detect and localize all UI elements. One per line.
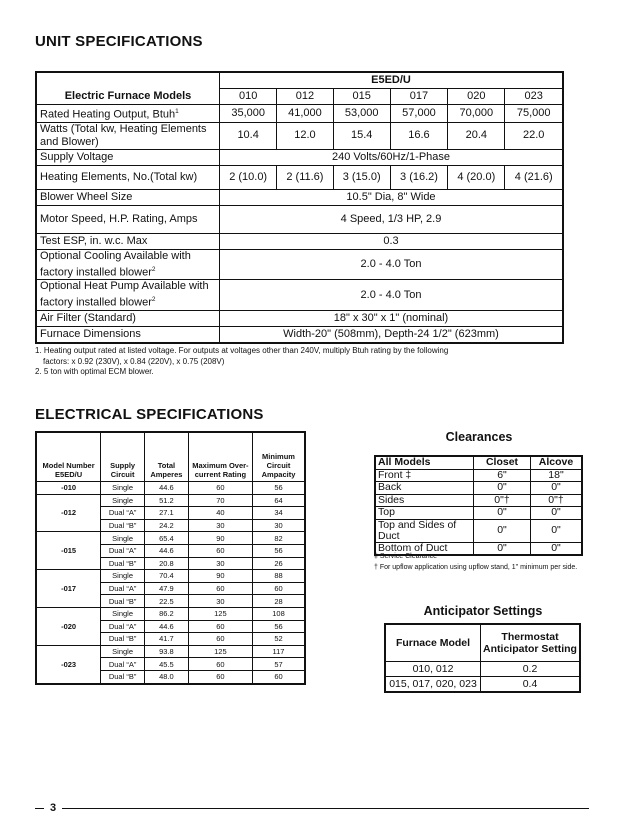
- clearance-cell: 0": [531, 482, 583, 495]
- elec-cell: 41.7: [145, 633, 189, 646]
- elec-cell: 56: [253, 544, 306, 557]
- clearance-row: [375, 507, 582, 520]
- clearance-cell: Back: [375, 482, 474, 495]
- elec-cell: 34: [253, 507, 306, 520]
- unit-notes: [35, 346, 595, 378]
- elec-header-1: Supply Circuit: [101, 432, 145, 482]
- clearance-cell: 6": [474, 469, 531, 482]
- clearance-cell: 0": [474, 507, 531, 520]
- spec-value: 2.0 - 4.0 Ton: [220, 280, 564, 311]
- footer-rule: [35, 808, 589, 809]
- spec-value: 70,000: [448, 105, 505, 123]
- elec-cell: Dual “A”: [101, 507, 145, 520]
- elec-cell: 52: [253, 633, 306, 646]
- elec-cell: 44.6: [145, 544, 189, 557]
- spec-label: [36, 249, 220, 280]
- spec-label-text: Test ESP, in. w.c. Max: [40, 234, 148, 247]
- elec-cell: 90: [188, 532, 252, 545]
- model-col-010: 010: [220, 89, 277, 105]
- model-label: Electric Furnace Models: [36, 89, 220, 105]
- elec-cell: Dual “A”: [101, 582, 145, 595]
- spec-value: 15.4: [333, 122, 390, 149]
- spec-label-text: Optional Cooling Available with factory installed blower: [40, 249, 191, 279]
- elec-cell: 30: [188, 519, 252, 532]
- elec-cell: 60: [188, 582, 252, 595]
- spec-row: [36, 165, 563, 189]
- elec-model: -017: [36, 570, 101, 608]
- elec-cell: 56: [253, 620, 306, 633]
- elec-cell: Dual “B”: [101, 557, 145, 570]
- spec-row: [36, 310, 563, 326]
- clearances-table: [374, 455, 583, 556]
- group-header: E5ED/U: [220, 72, 564, 89]
- elec-cell: 125: [188, 607, 252, 620]
- elec-cell: 90: [188, 570, 252, 583]
- elec-cell: Single: [101, 607, 145, 620]
- clearance-cell: 0": [474, 482, 531, 495]
- clear-note-1: ‡ Service Clearance: [374, 553, 438, 560]
- elec-cell: 60: [188, 633, 252, 646]
- elec-cell: 44.6: [145, 620, 189, 633]
- spec-value: 12.0: [277, 122, 333, 149]
- spec-value: 35,000: [220, 105, 277, 123]
- model-col-015: 015: [333, 89, 390, 105]
- clear-header-closet: Closet: [474, 456, 531, 469]
- elec-cell: 26: [253, 557, 306, 570]
- spec-label: [36, 122, 220, 149]
- spec-label: [36, 280, 220, 311]
- elec-cell: Dual “A”: [101, 544, 145, 557]
- elec-cell: 60: [188, 658, 252, 671]
- elec-cell: 28: [253, 595, 306, 608]
- elec-cell: Single: [101, 532, 145, 545]
- clearance-cell: 0": [474, 519, 531, 542]
- spec-row: [36, 205, 563, 233]
- spec-value: Width-20" (508mm), Depth-24 1/2" (623mm): [220, 326, 564, 343]
- elec-cell: 20.8: [145, 557, 189, 570]
- anticipator-row: [385, 677, 580, 693]
- clearance-cell: 0": [531, 507, 583, 520]
- elec-cell: Dual “B”: [101, 595, 145, 608]
- elec-cell: Dual “A”: [101, 620, 145, 633]
- model-col-017: 017: [390, 89, 447, 105]
- spec-value: 18" x 30" x 1" (nominal): [220, 310, 564, 326]
- elec-cell: 40: [188, 507, 252, 520]
- page-number: 3: [44, 802, 62, 814]
- elec-cell: Single: [101, 482, 145, 495]
- elec-cell: Dual “B”: [101, 670, 145, 683]
- elec-cell: 70: [188, 494, 252, 507]
- note-2: 2. 5 ton with optimal ECM blower.: [35, 367, 154, 376]
- antic-header-setting: Thermostat Anticipator Setting: [481, 624, 581, 662]
- spec-value: 3 (16.2): [390, 165, 447, 189]
- elec-cell: 57: [253, 658, 306, 671]
- elec-cell: 60: [188, 544, 252, 557]
- spec-value: 75,000: [505, 105, 563, 123]
- clearance-cell: 0": [531, 519, 583, 542]
- elec-cell: 82: [253, 532, 306, 545]
- elec-cell: Dual “B”: [101, 633, 145, 646]
- elec-cell: 22.5: [145, 595, 189, 608]
- anticipator-title: Anticipator Settings: [423, 604, 543, 618]
- spec-value: 2.0 - 4.0 Ton: [220, 249, 564, 280]
- clearances-title: Clearances: [445, 430, 513, 444]
- antic-header-model: Furnace Model: [385, 624, 481, 662]
- spec-label: [36, 105, 220, 123]
- spec-value: 0.3: [220, 233, 564, 249]
- unit-specs-table: [35, 71, 564, 344]
- elec-cell: 24.2: [145, 519, 189, 532]
- model-col-020: 020: [448, 89, 505, 105]
- spec-row: [36, 326, 563, 343]
- model-col-012: 012: [277, 89, 333, 105]
- spec-label-text: Optional Heat Pump Available with factory installed blower: [40, 280, 209, 309]
- spec-value: 4 (20.0): [448, 165, 505, 189]
- elec-row: [36, 494, 305, 507]
- clear-header-alcove: Alcove: [531, 456, 583, 469]
- elec-cell: 30: [188, 595, 252, 608]
- clearance-cell: 0"†: [474, 494, 531, 507]
- elec-cell: 45.5: [145, 658, 189, 671]
- elec-cell: 51.2: [145, 494, 189, 507]
- spec-label-text: Motor Speed, H.P. Rating, Amps: [40, 212, 198, 225]
- spec-value: 20.4: [448, 122, 505, 149]
- spec-label: [36, 189, 220, 205]
- clearance-cell: 18": [531, 469, 583, 482]
- elec-cell: 44.6: [145, 482, 189, 495]
- spec-label: [36, 233, 220, 249]
- elec-header-2: Total Amperes: [145, 432, 189, 482]
- spec-label-text: Supply Voltage: [40, 150, 114, 163]
- elec-cell: 108: [253, 607, 306, 620]
- clearance-cell: Front ‡: [375, 469, 474, 482]
- elec-cell: Single: [101, 494, 145, 507]
- spec-row: [36, 122, 563, 149]
- elec-cell: Dual “B”: [101, 519, 145, 532]
- spec-label: [36, 165, 220, 189]
- elec-cell: 30: [253, 519, 306, 532]
- elec-cell: 60: [188, 620, 252, 633]
- spec-value: 2 (11.6): [277, 165, 333, 189]
- note-1: 1. Heating output rated at listed voltage. For outputs at voltages other than 240V, multiply Btuh rating by the following: [35, 346, 449, 355]
- elec-cell: 64: [253, 494, 306, 507]
- elec-cell: 27.1: [145, 507, 189, 520]
- elec-model: -015: [36, 532, 101, 570]
- elec-cell: 60: [188, 670, 252, 683]
- spec-value: 41,000: [277, 105, 333, 123]
- anticipator-cell: 015, 017, 020, 023: [385, 677, 481, 693]
- anticipator-cell: 010, 012: [385, 662, 481, 677]
- spec-value: 57,000: [390, 105, 447, 123]
- elec-model: -020: [36, 607, 101, 645]
- elec-cell: 93.8: [145, 645, 189, 658]
- elec-header-3: Maximum Over-current Rating: [188, 432, 252, 482]
- elec-cell: 65.4: [145, 532, 189, 545]
- clearance-cell: Top: [375, 507, 474, 520]
- spec-label-text: Watts (Total kw, Heating Elements and Blower): [40, 122, 207, 148]
- spec-label-text: Air Filter (Standard): [40, 311, 136, 324]
- elec-row: [36, 570, 305, 583]
- elec-model: -012: [36, 494, 101, 532]
- elec-cell: 117: [253, 645, 306, 658]
- elec-cell: 125: [188, 645, 252, 658]
- spec-label: [36, 326, 220, 343]
- elec-cell: 56: [253, 482, 306, 495]
- footnote-ref: 2: [151, 296, 156, 304]
- spec-value: 10.4: [220, 122, 277, 149]
- elec-header-4: Minimum Circuit Ampacity: [253, 432, 306, 482]
- clearance-cell: Sides: [375, 494, 474, 507]
- clearance-row: [375, 519, 582, 542]
- footnote-ref: 2: [151, 265, 156, 273]
- anticipator-cell: 0.2: [481, 662, 581, 677]
- footnote-ref: 1: [175, 108, 179, 115]
- spec-row: [36, 189, 563, 205]
- spec-row: [36, 249, 563, 280]
- spec-label-text: Blower Wheel Size: [40, 190, 133, 203]
- elec-cell: 60: [253, 582, 306, 595]
- elec-cell: 60: [253, 670, 306, 683]
- elec-row: [36, 607, 305, 620]
- spec-label-text: Rated Heating Output, Btuh: [40, 108, 176, 121]
- spec-label-text: Furnace Dimensions: [40, 327, 141, 340]
- spec-label: [36, 205, 220, 233]
- note-1-cont: factors: x 0.92 (230V), x 0.84 (220V), x 0.75 (208V): [43, 356, 225, 366]
- elec-cell: 47.9: [145, 582, 189, 595]
- elec-cell: 70.4: [145, 570, 189, 583]
- spec-row: [36, 105, 563, 123]
- elec-cell: Single: [101, 645, 145, 658]
- clear-note-2: † For upflow application using upflow stand, 1" minimum per side.: [374, 564, 578, 571]
- spec-label-text: Heating Elements, No.(Total kw): [40, 170, 198, 183]
- elec-cell: 60: [188, 482, 252, 495]
- spec-value: 4 (21.6): [505, 165, 563, 189]
- elec-model: -023: [36, 645, 101, 683]
- spec-label: [36, 310, 220, 326]
- anticipator-row: [385, 662, 580, 677]
- elec-model: -010: [36, 482, 101, 495]
- clearance-row: [375, 469, 582, 482]
- spec-value: 4 Speed, 1/3 HP, 2.9: [220, 205, 564, 233]
- spec-value: 53,000: [333, 105, 390, 123]
- spec-label: [36, 149, 220, 165]
- spec-value: 240 Volts/60Hz/1-Phase: [220, 149, 564, 165]
- elec-header-0: Model Number E5ED/U: [36, 432, 101, 482]
- clearance-cell: Bottom of Duct: [375, 542, 474, 555]
- electrical-specs-title: ELECTRICAL SPECIFICATIONS: [35, 406, 264, 423]
- spec-value: 2 (10.0): [220, 165, 277, 189]
- spec-row: [36, 149, 563, 165]
- elec-row: [36, 532, 305, 545]
- electrical-table: [35, 431, 306, 685]
- elec-row: [36, 482, 305, 495]
- elec-cell: Single: [101, 570, 145, 583]
- elec-cell: 86.2: [145, 607, 189, 620]
- model-col-023: 023: [505, 89, 563, 105]
- anticipator-table: [384, 623, 581, 693]
- anticipator-cell: 0.4: [481, 677, 581, 693]
- spec-value: 3 (15.0): [333, 165, 390, 189]
- clear-header-models: All Models: [375, 456, 474, 469]
- elec-cell: 30: [188, 557, 252, 570]
- elec-cell: Dual “A”: [101, 658, 145, 671]
- unit-specs-title: UNIT SPECIFICATIONS: [35, 33, 203, 50]
- spec-value: 16.6: [390, 122, 447, 149]
- clearance-cell: 0": [531, 542, 583, 555]
- spec-value: 10.5" Dia, 8" Wide: [220, 189, 564, 205]
- clearance-row: [375, 482, 582, 495]
- clearance-cell: 0"†: [531, 494, 583, 507]
- spec-row: [36, 280, 563, 311]
- elec-row: [36, 645, 305, 658]
- clearances-notes: [374, 551, 614, 573]
- clearance-cell: Top and Sides of Duct: [375, 519, 474, 542]
- clearance-row: [375, 494, 582, 507]
- spec-row: [36, 233, 563, 249]
- spec-value: 22.0: [505, 122, 563, 149]
- elec-cell: 48.0: [145, 670, 189, 683]
- elec-cell: 88: [253, 570, 306, 583]
- clearance-cell: 0": [474, 542, 531, 555]
